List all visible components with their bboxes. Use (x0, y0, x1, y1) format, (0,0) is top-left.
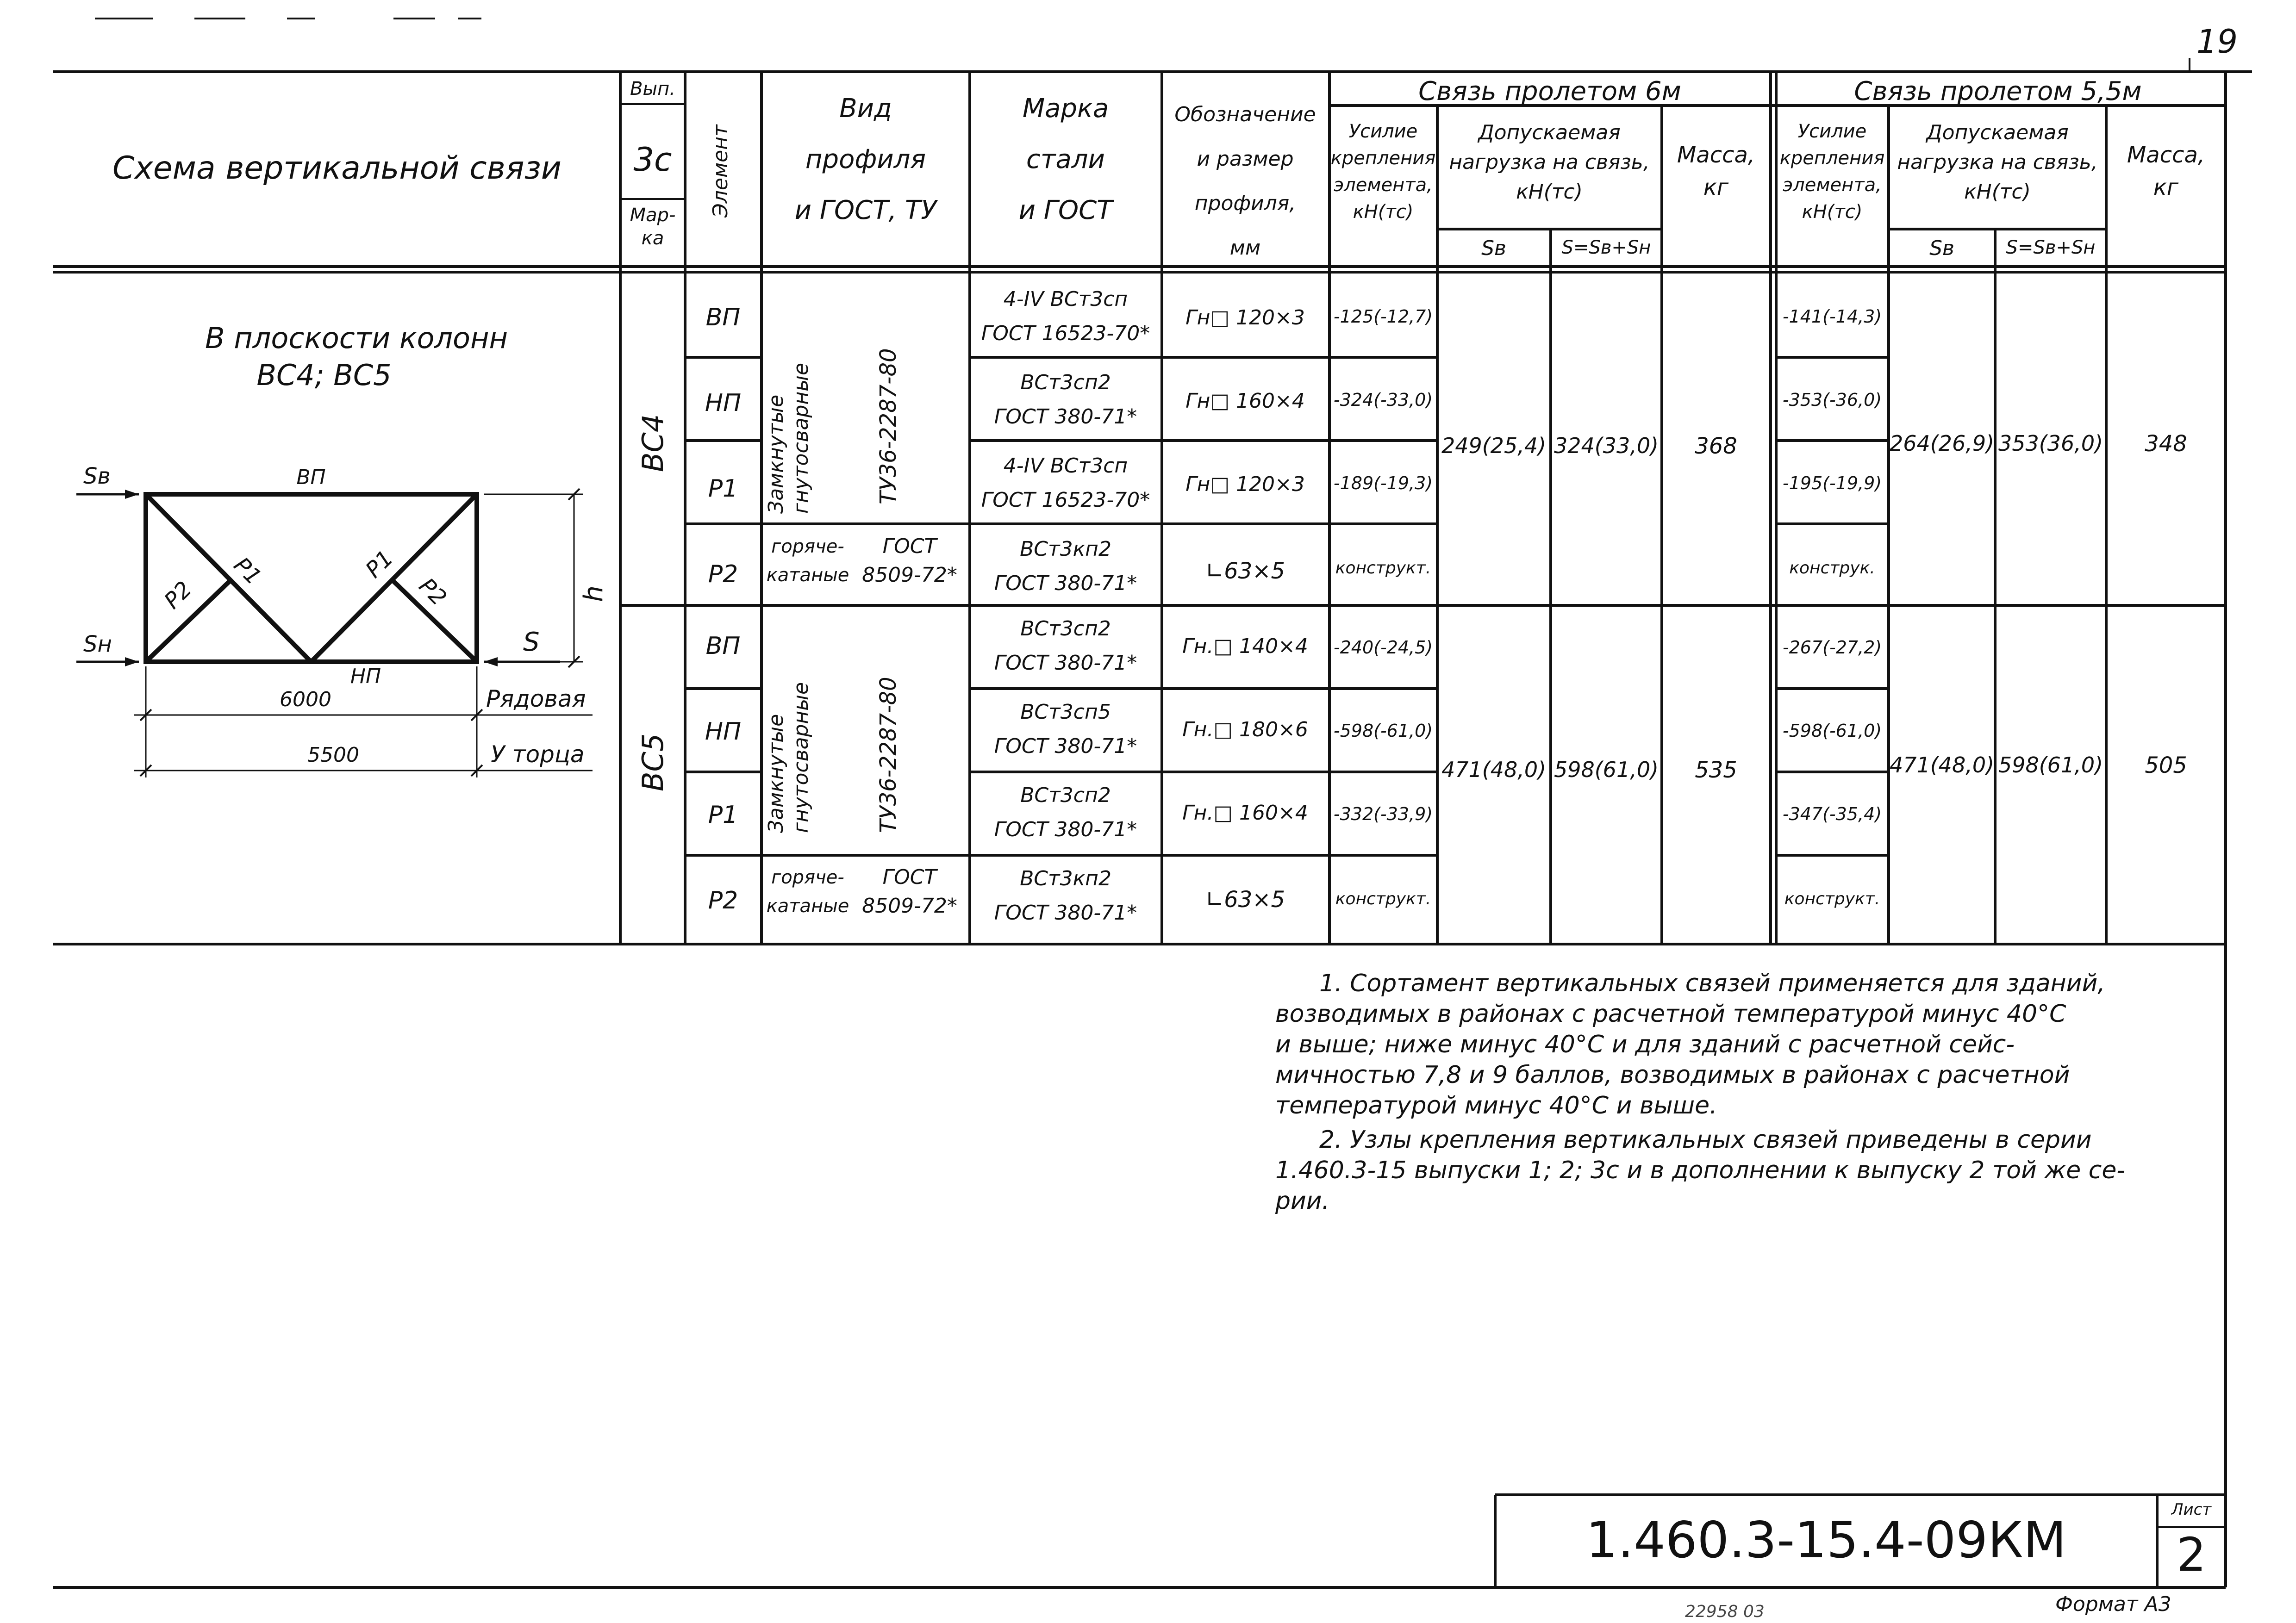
force-6m: -332(-33,9) (1333, 804, 1433, 824)
diagram-label-sn: Sн (83, 631, 112, 657)
force-6m: -189(-19,3) (1333, 473, 1433, 493)
header-allowed-6: Допускаемая нагрузка на связь, кН(тс) (1449, 121, 1650, 204)
allowed-ssum-5-5m: 353(36,0) (1998, 431, 2103, 456)
diagram-dim-6000: 6000 (280, 688, 331, 711)
steel-grade: ВСт3сп2 ГОСТ 380-71* (994, 784, 1137, 841)
header-ssum-55: S=Sв+Sн (2006, 237, 2096, 258)
group-mark: ВС5 (636, 733, 670, 791)
profile-size: ∟63×5 (1205, 558, 1285, 584)
group-mark: ВС4 (636, 414, 670, 472)
note-line: 2. Узлы крепления вертикальных связей приведены в серии (1319, 1126, 2092, 1154)
gost-hot: ГОСТ 8509-72* (862, 535, 957, 587)
force-6m: -125(-12,7) (1333, 306, 1433, 327)
profile-closed: Замкнутые гнутосварные (764, 682, 813, 833)
diagram-label-np: НП (350, 665, 381, 688)
note-line: температурой минус 40°С и выше. (1275, 1092, 1717, 1119)
note-line: рии. (1275, 1187, 1330, 1215)
mass-6m: 535 (1695, 757, 1737, 783)
element-label: ВП (705, 632, 741, 660)
truss-diagram (76, 489, 593, 777)
header-span55: Связь пролетом 5,5м (1854, 76, 2142, 106)
element-label: НП (705, 389, 742, 417)
diagram-label-sv: Sв (83, 463, 111, 489)
mass-5-5m: 505 (2145, 752, 2187, 778)
steel-grade: ВСт3сп5 ГОСТ 380-71* (994, 700, 1137, 758)
steel-grade: 4-IV ВСт3сп ГОСТ 16523-70* (981, 454, 1150, 512)
force-5-5m: конструкт. (1784, 889, 1880, 908)
allowed-sv-5-5m: 471(48,0) (1889, 752, 1995, 777)
profile-size: Гн.□ 180×6 (1182, 718, 1308, 741)
drawing-code: 1.460.3-15.4-09КМ (1586, 1511, 2066, 1569)
profile-size: Гн.□ 140×4 (1182, 634, 1308, 658)
note-line: 1. Сортамент вертикальных связей применяется для зданий, (1319, 970, 2105, 997)
header-force-6: Усилие крепления элемента, кН(тс) (1330, 121, 1436, 223)
profile-tu: ТУ36-2287-80 (875, 348, 901, 504)
diagram-label-u-tortsa: У торца (491, 741, 585, 768)
force-6m: -598(-61,0) (1333, 721, 1433, 741)
note-line: возводимых в районах с расчетной температурой минус 40°С (1275, 1000, 2066, 1028)
list-value: 2 (2177, 1528, 2206, 1582)
header-profile: Вид профиля и ГОСТ, ТУ (794, 93, 937, 225)
allowed-sv-6m: 249(25,4) (1441, 433, 1547, 458)
diagram-title-2: ВС4; ВС5 (256, 358, 392, 392)
sheet-number: 19 (2196, 23, 2238, 61)
header-designation: Обозначение и размер профиля, мм (1174, 103, 1316, 260)
header-marka: Мар- ка (630, 205, 676, 249)
element-label: ВП (705, 304, 741, 331)
force-5-5m: -195(-19,9) (1782, 473, 1882, 493)
diagram-label-r1-right: Р1 (360, 545, 399, 583)
force-6m: конструкт. (1335, 889, 1431, 908)
diagram-label-ryadovaya: Рядовая (486, 685, 586, 712)
profile-size: ∟63×5 (1205, 887, 1285, 913)
diagram-label-s: S (523, 627, 540, 657)
diagram-label-r2-right: Р2 (413, 573, 452, 611)
footer-partial-number: 22958 03 (1685, 1602, 1765, 1621)
list-label: Лист (2171, 1500, 2212, 1519)
header-vyp-value: 3с (633, 141, 672, 179)
allowed-ssum-5-5m: 598(61,0) (1998, 752, 2103, 777)
profile-hot: горяче- катаные (766, 536, 849, 586)
allowed-sv-5-5m: 264(26,9) (1889, 431, 1995, 456)
diagram-label-vp: ВП (296, 466, 326, 489)
element-label: Р1 (708, 801, 738, 829)
header-sv-55: Sв (1929, 236, 1954, 260)
steel-grade: ВСт3кп2 ГОСТ 380-71* (994, 537, 1137, 595)
force-5-5m: -267(-27,2) (1782, 637, 1882, 658)
header-schema: Схема вертикальной связи (112, 150, 562, 187)
diagram-label-r1-left: Р1 (228, 552, 267, 590)
force-5-5m: -353(-36,0) (1782, 390, 1882, 410)
header-steel: Марка стали и ГОСТ (1018, 93, 1113, 225)
header-element: Элемент (709, 124, 732, 218)
allowed-ssum-6m: 598(61,0) (1554, 757, 1659, 782)
profile-size: Гн□ 120×3 (1185, 306, 1305, 330)
force-6m: конструкт. (1335, 559, 1431, 578)
header-allowed-55: Допускаемая нагрузка на связь, кН(тс) (1897, 121, 2098, 204)
diagram-dim-5500: 5500 (307, 743, 359, 767)
profile-hot: горяче- катаные (766, 867, 849, 917)
steel-grade: ВСт3сп2 ГОСТ 380-71* (994, 371, 1137, 429)
gost-hot: ГОСТ 8509-72* (862, 865, 957, 918)
header-mass-6: Масса, кг (1677, 142, 1755, 200)
profile-closed: Замкнутые гнутосварные (764, 362, 813, 514)
element-label: НП (705, 718, 742, 746)
header-force-55: Усилие крепления элемента, кН(тс) (1779, 121, 1885, 223)
table-grid (53, 58, 2252, 1587)
header-sv-6: Sв (1481, 236, 1506, 260)
profile-size: Гн□ 160×4 (1185, 389, 1305, 413)
profile-size: Гн□ 120×3 (1185, 473, 1305, 496)
note-line: 1.460.3-15 выпуски 1; 2; 3с и в дополнении к выпуску 2 той же се- (1275, 1157, 2126, 1184)
element-label: Р1 (708, 475, 738, 503)
diagram-label-r2-left: Р2 (159, 576, 197, 614)
mass-5-5m: 348 (2145, 431, 2187, 457)
note-line: мичностью 7,8 и 9 баллов, возводимых в районах с расчетной (1275, 1061, 2070, 1089)
force-5-5m: -598(-61,0) (1782, 721, 1882, 741)
allowed-ssum-6m: 324(33,0) (1554, 433, 1659, 458)
header-span6: Связь пролетом 6м (1418, 76, 1681, 106)
note-line: и выше; ниже минус 40°С и для зданий с расчетной сейс- (1275, 1031, 2015, 1058)
steel-grade: ВСт3сп2 ГОСТ 380-71* (994, 617, 1137, 675)
force-6m: -240(-24,5) (1333, 637, 1433, 658)
profile-size: Гн.□ 160×4 (1182, 801, 1308, 825)
header-vyp: Вып. (630, 78, 675, 99)
element-label: Р2 (708, 560, 738, 588)
format-label: Формат А3 (2055, 1592, 2171, 1616)
element-label: Р2 (708, 887, 738, 914)
header-ssum-6: S=Sв+Sн (1561, 237, 1651, 258)
force-6m: -324(-33,0) (1333, 390, 1433, 410)
force-5-5m: конструк. (1789, 559, 1875, 578)
mass-6m: 368 (1695, 433, 1737, 459)
steel-grade: 4-IV ВСт3сп ГОСТ 16523-70* (981, 287, 1150, 345)
force-5-5m: -347(-35,4) (1782, 804, 1882, 824)
allowed-sv-6m: 471(48,0) (1441, 757, 1547, 782)
header-mass-55: Масса, кг (2127, 142, 2205, 200)
diagram-label-h: h (578, 585, 609, 602)
force-5-5m: -141(-14,3) (1782, 306, 1882, 327)
diagram-title-1: В плоскости колонн (205, 321, 508, 355)
profile-tu: ТУ36-2287-80 (875, 677, 901, 833)
steel-grade: ВСт3кп2 ГОСТ 380-71* (994, 867, 1137, 925)
